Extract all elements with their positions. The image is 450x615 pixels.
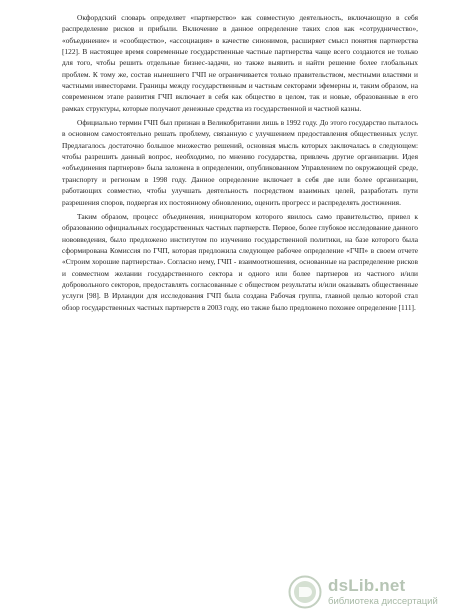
watermark-subtitle: библиотека диссертаций — [328, 596, 438, 607]
paragraph-2: Официально термин ГЧП был признан в Великобритании лишь в 1992 году. До этого государство пыталось в основном самостоятельно решать проблему, связанную с улучшением предоставления общественных услуг. Предлагалось достаточно большое множество решений, основная мысль которых заключалась в следующем: чтобы разрешить данный вопрос, необходимо, по мнению государства, привлечь другие организации. Идея «объединения партнеров» была заложена в определении, опубликованном Управлением по окружающей среде, транспорту и регионам в 1998 году. Данное определение включает в себя две или более организации, работающих совместно, чтобы улучшать деятельность посредством взаимных целей, разработать пути разрешения споров, подвергая их постоянному обновлению, оценить прогресс и распределять достижения. — [62, 118, 418, 207]
paragraph-3: Таким образом, процесс объединения, инициатором которого явилось само правительство, привел к образованию официальных государственных частных партнерств. Первое, более глубокое исследование данного нововведения, было предложено институтом по изучению государственной политики, на базе которого была сформирована Комиссия по ГЧП, которая предложила следующее рабочее определение «ГЧП» в своем отчете «Строим хорошие партнерства». Согласно нему, ГЧП - взаимоотношения, основанные на распределение рисков и совместном желании государственного сектора и одного или более партнеров из частного и/или добровольного секторов, предоставлять согласованные с обществом результаты и/или оказывать общественные услуги [98]. В Ирландии для исследования ГЧП была создана Рабочая группа, главной целью которой стал обзор государственных частных партнерств в 2003 году, ею также было предложено похожее определение [111]. — [62, 211, 418, 312]
dslib-logo-icon — [288, 575, 322, 609]
watermark-brand: dsLib.net — [328, 576, 406, 595]
paragraph-1: Окфордский словарь определяет «партнерство» как совместную деятельность, включающую в себя распределение рисков и прибыли. Включение в данное определение таких слов как «сотрудничество», «объединение» и «сообщество», «ассоциация» в качестве синонимов, расширяет смысл понятия партнерства [122]. В настоящее время современные государственные частные партнерства чаще всего создаются не только для того, чтобы решить отдельные бизнес-задачи, но также выявить и найти решение более глобальных проблем. К тому же, состав нынешнего ГЧП не ограничивается только правительством, местными властями и частными инвесторами. Границы между государственным и частным секторами эфемерны и, таким образом, на современном этапе развития ГЧП включает в себя как общество в целом, так и новые, образованные в его рамках структуры, которые получают денежные средства из государственной и частной казны. — [62, 13, 418, 113]
dslib-watermark — [288, 575, 438, 611]
document-page — [62, 12, 418, 313]
